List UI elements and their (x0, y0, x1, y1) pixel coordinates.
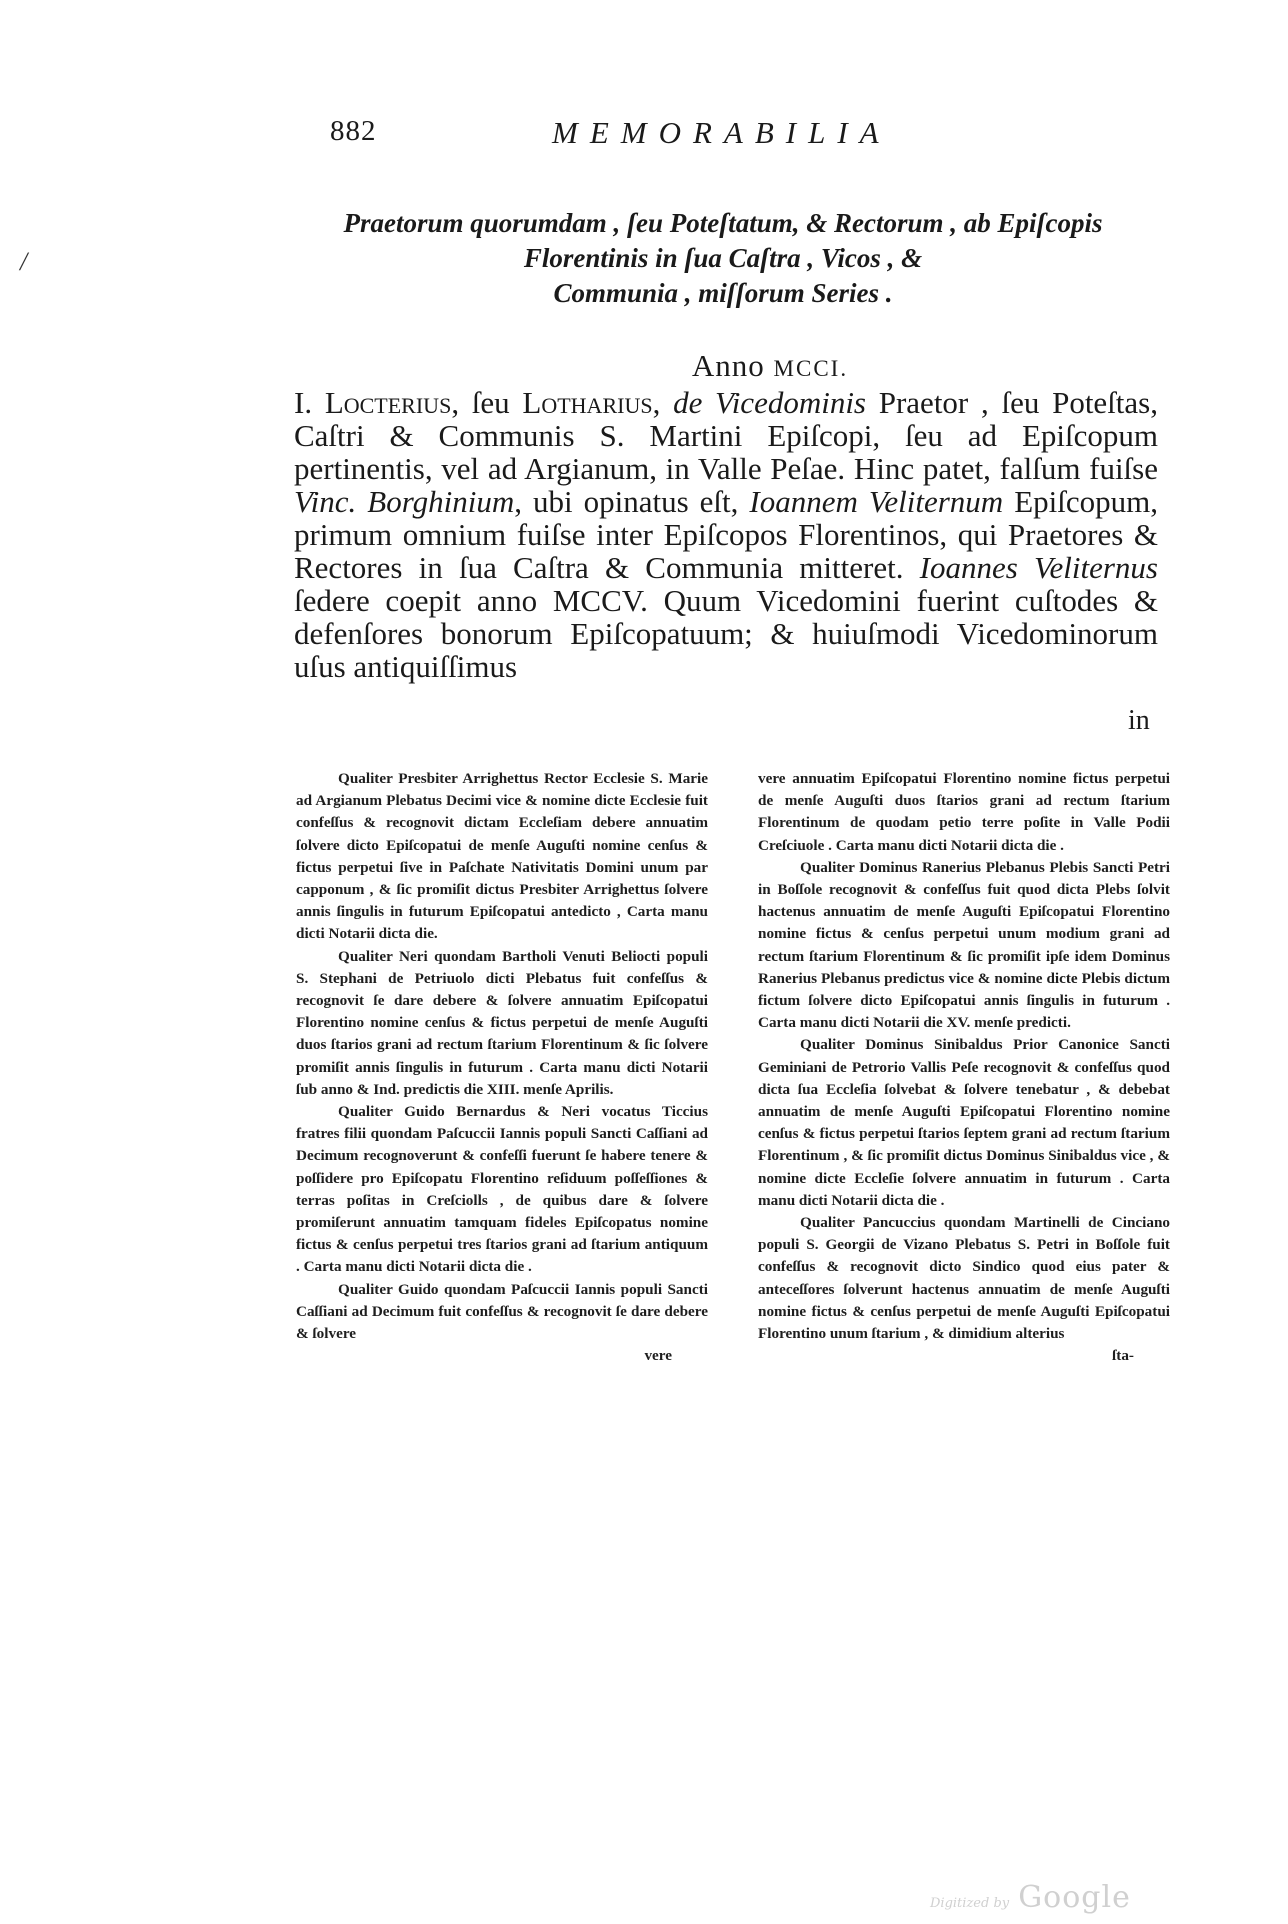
section-title (288, 206, 1158, 311)
title-line-1: Praetorum quorumdam , ſeu Poteſtatum, & Rectorum , ab Epiſcopis (343, 208, 1103, 238)
title-line-3: Communia , miſſorum Series . (553, 278, 893, 308)
two-column-block (296, 768, 1180, 1628)
year-label: Anno (691, 348, 765, 383)
main-text: Epiſcopum, primum omnium fuiſse inter Epiſcopos Florentinos, qui Praetores & Rectores in ſua Caſtra & Communia mitteret. (294, 484, 1158, 585)
main-text: , ubi opinatus eſt, (514, 484, 750, 519)
page-number: 882 (330, 115, 377, 147)
left-paragraph-3: Qualiter Guido Bernardus & Neri vocatus Ticcius fratres filii quondam Paſcuccii Iannis populi Sancti Caſſiani ad Decimum recognoverunt & confeſſi fuerunt ſe habere tenere & poſſidere pro Epiſcopatu Florentino reſiduum poſſeſſiones & terras poſitas in Creſciolls , de quibus dare & ſolvere promiſerunt annuatim tamquam fideles Epiſcopatus nomine fictus & cenſus perpetui tres ſtarios grani ad ſtarium antiquum . Carta manu dicti Notarii dicta die . (296, 1103, 708, 1276)
italic-phrase: Ioannes Veliternus (919, 550, 1158, 585)
main-text: Praetor , ſeu Poteſtas, Caſtri & Communis S. Martini Epiſcopi, ſeu ad Epiſcopum pertinentis, vel ad Argianum, in Valle Peſae. Hinc patet, falſum fuiſse (294, 385, 1158, 486)
left-catchword: vere (644, 1347, 672, 1365)
right-paragraph-1: vere annuatim Epiſcopatui Florentino nomine fictus perpetui de menſe Auguſti duos ſtarios grani ad rectum ſtarium Florentinum de quodam petio terre poſite in Valle Podii Creſciuole . Carta manu dicti Notarii dicta die . (758, 770, 1170, 854)
watermark-logo-text: Google (1018, 1880, 1131, 1915)
left-column (296, 768, 708, 1367)
right-paragraph-3: Qualiter Dominus Sinibaldus Prior Canonice Sancti Geminiani de Petrorio Vallis Peſe recognovit & confeſſus quod dicta ſua Eccleſia ſolvebat & ſolvere tenebatur , & debebat annuatim de menſe Auguſti Epiſcopatui Florentino nomine cenſus & fictus perpetui ſtarios ſeptem grani ad rectum ſtarium Florentinum , & ſic promiſit dictus Dominus Sinibaldus vice , & nomine dicte Eccleſie ſolvere annuatim in futurum . Carta manu dicti Notarii dicta die . (758, 1036, 1170, 1209)
watermark-small-text: Digitized by (930, 1896, 1010, 1911)
running-head: MEMORABILIA (552, 115, 891, 150)
italic-phrase: Vinc. Borghinium (294, 484, 515, 519)
person-name-lotharius: Lotharius (522, 385, 653, 420)
right-column (758, 768, 1170, 1367)
margin-mark: / (20, 247, 28, 276)
page-header (330, 115, 970, 155)
right-catchword: ſta- (1112, 1347, 1134, 1365)
year-heading (560, 348, 980, 384)
left-paragraph-4: Qualiter Guido quondam Paſcuccii Iannis populi Sancti Caſſiani ad Decimum fuit confeſſus & recognovit ſe dare debere & ſolvere (296, 1280, 708, 1343)
entry-numeral: I. (294, 385, 313, 420)
italic-phrase: de Vicedominis (673, 385, 866, 420)
main-text: ſedere coepit anno MCCV. Quum Vicedomini fuerint cuſtodes & defenſores bonorum Epiſcopatuum; & huiuſmodi Vicedominorum uſus antiquiſſimus (294, 583, 1158, 684)
year-number: MCCI. (773, 356, 849, 381)
main-catchword: in (1128, 705, 1150, 736)
person-name-locterius: Locterius (324, 385, 452, 420)
main-text: , (652, 385, 674, 420)
right-paragraph-2: Qualiter Dominus Ranerius Plebanus Plebis Sancti Petri in Boſſole recognovit & confeſſus fuit quod dicta Plebs ſolvit hactenus annuatim de menſe Auguſti Epiſcopatui Florentino nomine fictus & cenſus perpetui unum modium grani ad rectum ſtarium Florentinum & ſic promiſit ipſe idem Dominus Ranerius Plebanus predictus vice & nomine dicte Plebis dictum fictum ſolvere dicto Epiſcopatui annis ſingulis in futurum . Carta manu dicti Notarii die XV. menſe predicti. (758, 858, 1170, 1032)
left-paragraph-2: Qualiter Neri quondam Bartholi Venuti Beliocti populi S. Stephani de Petriuolo dicti Plebatus fuit confeſſus & recognovit ſe dare debere & ſolvere annuatim Epiſcopatui Florentino nomine cenſus & fictus perpetui de menſe Auguſti duos ſtarios grani ad rectum ſtarium Florentinum & ſic ſolvere promiſit annis ſingulis in futurum . Carta manu dicti Notarii ſub anno & Ind. predictis die XIII. menſe Aprilis. (296, 947, 708, 1098)
main-paragraph (294, 386, 1158, 683)
right-paragraph-4: Qualiter Pancuccius quondam Martinelli de Cinciano populi S. Georgii de Vizano Plebatus S. Petri in Boſſole fuit confeſſus & recognovit dicto Sindico quod eius pater & anteceſſores ſolverunt hactenus annuatim de menſe Auguſti nomine fictus & cenſus perpetui de menſe Auguſti Epiſcopatui Florentino unum ſtarium , & dimidium alterius (758, 1214, 1170, 1343)
digitization-watermark (930, 1880, 1131, 1915)
italic-phrase: Ioannem Veliternum (749, 484, 1004, 519)
main-text: , ſeu (451, 385, 523, 420)
left-paragraph-1: Qualiter Presbiter Arrighettus Rector Ecclesie S. Marie ad Argianum Plebatus Decimi vice & nomine dicte Ecclesie fuit confeſſus & recognovit dictam Eccleſiam debere annuatim ſolvere dicto Epiſcopatui de menſe Auguſti nomine cenſus & fictus perpetui ſive in Paſchate Nativitatis Domini unum par capponum , & ſic promiſit dictus Presbiter Arrighettus ſolvere annis ſingulis in futurum Epiſcopatui antedicto , Carta manu dicti Notarii dicta die. (296, 770, 708, 943)
title-line-2: Florentinis in ſua Caſtra , Vicos , & (523, 243, 923, 273)
